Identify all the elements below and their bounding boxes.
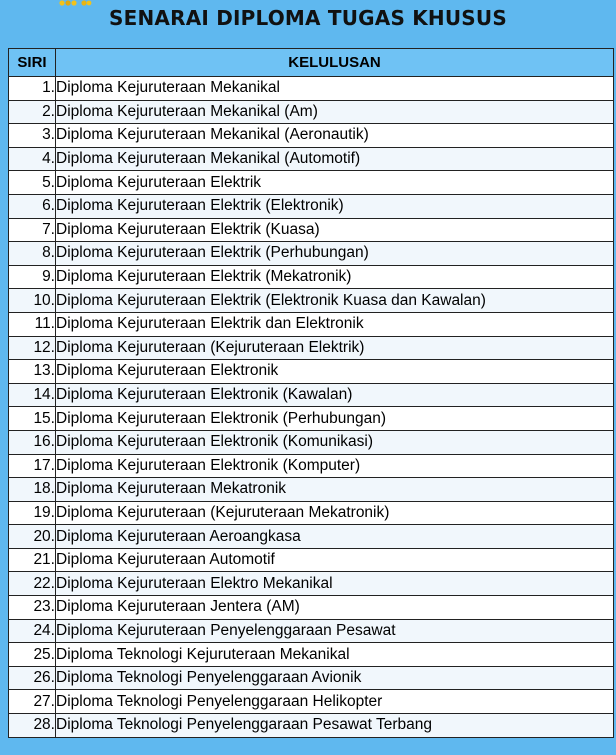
diploma-name: Diploma Kejuruteraan Elektrik	[56, 171, 614, 195]
table-row	[9, 596, 614, 620]
row-number: 26.	[9, 666, 56, 690]
row-number: 9.	[9, 265, 56, 289]
table-row	[9, 501, 614, 525]
row-number: 13.	[9, 360, 56, 384]
row-number: 18.	[9, 478, 56, 502]
row-number: 12.	[9, 336, 56, 360]
table-body	[9, 77, 614, 738]
table-row	[9, 289, 614, 313]
row-number: 3.	[9, 124, 56, 148]
diploma-name: Diploma Kejuruteraan Elektrik (Elektronik Kuasa dan Kawalan)	[56, 289, 614, 313]
table-row	[9, 548, 614, 572]
diploma-name: Diploma Kejuruteraan Elektrik dan Elektronik	[56, 312, 614, 336]
table-row	[9, 360, 614, 384]
diploma-name: Diploma Kejuruteraan Elektronik (Perhubungan)	[56, 407, 614, 431]
diploma-name: Diploma Kejuruteraan Elektronik (Komunikasi)	[56, 430, 614, 454]
row-number: 6.	[9, 194, 56, 218]
table-row	[9, 690, 614, 714]
table-row	[9, 666, 614, 690]
column-header-siri: SIRI	[9, 49, 56, 77]
table-row	[9, 619, 614, 643]
table-row	[9, 714, 614, 738]
column-header-kelulusan: KELULUSAN	[56, 49, 614, 77]
table-row	[9, 242, 614, 266]
diploma-name: Diploma Kejuruteraan Mekanikal	[56, 77, 614, 101]
diploma-name: Diploma Kejuruteraan Elektrik (Kuasa)	[56, 218, 614, 242]
row-number: 24.	[9, 619, 56, 643]
row-number: 7.	[9, 218, 56, 242]
diploma-name: Diploma Kejuruteraan (Kejuruteraan Mekatronik)	[56, 501, 614, 525]
row-number: 23.	[9, 596, 56, 620]
table-row	[9, 194, 614, 218]
diploma-name: Diploma Kejuruteraan Automotif	[56, 548, 614, 572]
table-row	[9, 218, 614, 242]
diploma-name: Diploma Kejuruteraan Elektro Mekanikal	[56, 572, 614, 596]
diploma-name: Diploma Kejuruteraan Jentera (AM)	[56, 596, 614, 620]
diploma-table	[8, 48, 614, 738]
row-number: 4.	[9, 147, 56, 171]
diploma-name: Diploma Teknologi Kejuruteraan Mekanikal	[56, 643, 614, 667]
diploma-name: Diploma Kejuruteraan (Kejuruteraan Elektrik)	[56, 336, 614, 360]
row-number: 15.	[9, 407, 56, 431]
diploma-name: Diploma Kejuruteraan Mekanikal (Am)	[56, 100, 614, 124]
table-row	[9, 100, 614, 124]
table-row	[9, 265, 614, 289]
diploma-name: Diploma Kejuruteraan Elektronik (Kawalan)	[56, 383, 614, 407]
row-number: 19.	[9, 501, 56, 525]
table-row	[9, 478, 614, 502]
table-row	[9, 572, 614, 596]
table-row	[9, 336, 614, 360]
table-row	[9, 643, 614, 667]
row-number: 2.	[9, 100, 56, 124]
diploma-name: Diploma Kejuruteraan Elektrik (Perhubungan)	[56, 242, 614, 266]
page-title: SENARAI DIPLOMA TUGAS KHUSUS	[109, 6, 507, 30]
table-row	[9, 454, 614, 478]
table-row	[9, 407, 614, 431]
diploma-name: Diploma Teknologi Penyelenggaraan Helikopter	[56, 690, 614, 714]
row-number: 17.	[9, 454, 56, 478]
diploma-name: Diploma Kejuruteraan Elektrik (Elektronik)	[56, 194, 614, 218]
table-row	[9, 383, 614, 407]
diploma-name: Diploma Kejuruteraan Elektronik (Komputer)	[56, 454, 614, 478]
row-number: 1.	[9, 77, 56, 101]
table-row	[9, 525, 614, 549]
row-number: 5.	[9, 171, 56, 195]
row-number: 11.	[9, 312, 56, 336]
row-number: 14.	[9, 383, 56, 407]
table-row	[9, 171, 614, 195]
diploma-name: Diploma Kejuruteraan Mekanikal (Automotif)	[56, 147, 614, 171]
diploma-name: Diploma Kejuruteraan Elektronik	[56, 360, 614, 384]
diploma-name: Diploma Kejuruteraan Penyelenggaraan Pesawat	[56, 619, 614, 643]
diploma-name: Diploma Kejuruteraan Aeroangkasa	[56, 525, 614, 549]
table-row	[9, 77, 614, 101]
row-number: 16.	[9, 430, 56, 454]
row-number: 28.	[9, 714, 56, 738]
row-number: 8.	[9, 242, 56, 266]
table-row	[9, 147, 614, 171]
table-row	[9, 124, 614, 148]
diploma-name: Diploma Teknologi Penyelenggaraan Avionik	[56, 666, 614, 690]
diploma-name: Diploma Kejuruteraan Elektrik (Mekatronik)	[56, 265, 614, 289]
table-row	[9, 430, 614, 454]
row-number: 10.	[9, 289, 56, 313]
table-row	[9, 312, 614, 336]
row-number: 22.	[9, 572, 56, 596]
row-number: 21.	[9, 548, 56, 572]
table-header-row	[9, 49, 614, 77]
row-number: 20.	[9, 525, 56, 549]
diploma-name: Diploma Kejuruteraan Mekatronik	[56, 478, 614, 502]
diploma-name: Diploma Teknologi Penyelenggaraan Pesawat Terbang	[56, 714, 614, 738]
row-number: 25.	[9, 643, 56, 667]
row-number: 27.	[9, 690, 56, 714]
diploma-name: Diploma Kejuruteraan Mekanikal (Aeronautik)	[56, 124, 614, 148]
